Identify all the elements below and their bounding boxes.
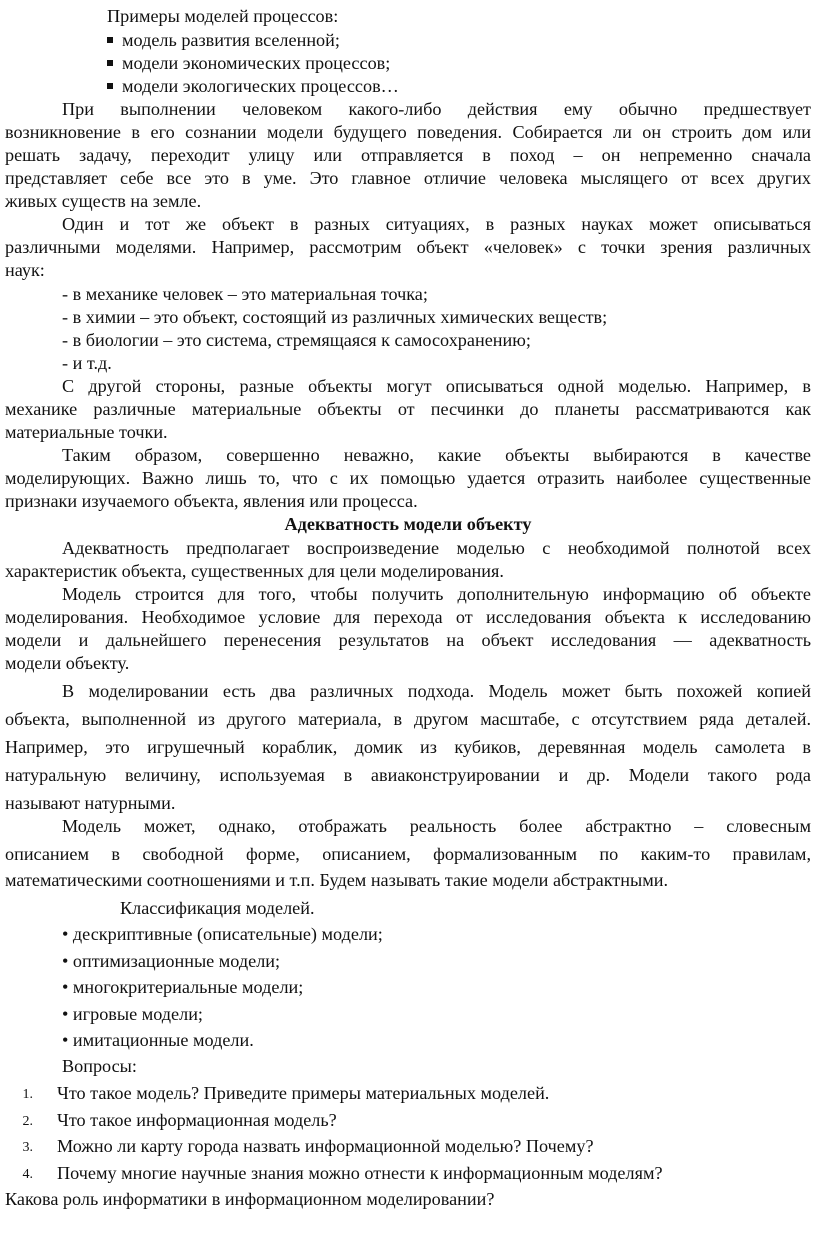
paragraph-line: возникновение в его сознании модели будущего поведения. Собирается ли он строить дом или — [5, 122, 811, 142]
paragraph-line: моделирующих. Важно лишь то, что с их помощью удается отразить наиболее существенные — [5, 468, 811, 488]
paragraph-line: Модель может, однако, отображать реальность более абстрактно – словесным — [62, 816, 811, 836]
question-number: 2. — [22, 1114, 33, 1129]
paragraph-line: математическими соотношениями и т.п. Будем называть такие модели абстрактными. — [5, 870, 668, 890]
sciences-item: - в биологии – это система, стремящаяся к самосохранению; — [62, 330, 531, 350]
paragraph-line: представляет себе все это в уме. Это главное отличие человека мыслящего от всех других — [5, 168, 811, 188]
question-text: Можно ли карту города назвать информационной моделью? Почему? — [57, 1136, 594, 1156]
question-number: 4. — [22, 1167, 33, 1182]
paragraph-line: описанием в свободной форме, описанием, формализованным по каким-то правилам, — [5, 844, 811, 864]
examples-item: модели экологических процессов… — [5, 75, 816, 97]
paragraph-line: объекта, выполненной из другого материала, в другом масштабе, с отсутствием ряда деталей. — [5, 709, 811, 729]
paragraph-line: натуральную величину, используемая в авиаконструировании и др. Модели такого рода — [5, 765, 811, 785]
paragraph-line: механике различные материальные объекты от песчинки до планеты рассматриваются как — [5, 399, 811, 419]
paragraph-line: различными моделями. Например, рассмотрим объект «человек» с точки зрения различных — [5, 237, 811, 257]
paragraph-line: Например, это игрушечный кораблик, домик из кубиков, деревянная модель самолета в — [5, 737, 811, 757]
question-number: 1. — [22, 1087, 33, 1102]
classification-heading: Классификация моделей. — [120, 898, 315, 918]
paragraph-line: Таким образом, совершенно неважно, какие объекты выбираются в качестве — [62, 445, 811, 465]
question-continuation: Какова роль информатики в информационном моделировании? — [5, 1189, 495, 1209]
sciences-item: - и т.д. — [62, 353, 112, 373]
sciences-item: - в химии – это объект, состоящий из различных химических веществ; — [62, 307, 608, 327]
examples-item: модели экономических процессов; — [5, 52, 816, 74]
paragraph-line: моделирования. Необходимое условие для перехода от исследования объекта к исследованию — [5, 607, 811, 627]
section-title: Адекватность модели объекту — [284, 514, 532, 534]
paragraph-line: В моделировании есть два различных подхода. Модель может быть похожей копией — [62, 681, 811, 701]
paragraph-line: живых существ на земле. — [5, 191, 202, 211]
sciences-item: - в механике человек – это материальная точка; — [62, 284, 428, 304]
paragraph-line: модели и дальнейшего перенесения результатов на объект исследования — адекватность — [5, 630, 811, 650]
classification-item: • оптимизационные модели; — [62, 951, 281, 971]
question-text: Что такое модель? Приведите примеры материальных моделей. — [57, 1083, 550, 1103]
paragraph-line: При выполнении человеком какого-либо действия ему обычно предшествует — [62, 99, 811, 119]
classification-item: • имитационные модели. — [62, 1030, 254, 1050]
examples-item: модель развития вселенной; — [5, 29, 816, 51]
paragraph-line: характеристик объекта, существенных для цели моделирования. — [5, 561, 504, 581]
paragraph-line: называют натурными. — [5, 793, 176, 813]
classification-item: • игровые модели; — [62, 1004, 203, 1024]
classification-item: • многокритериальные модели; — [62, 977, 304, 997]
paragraph-line: Модель строится для того, чтобы получить дополнительную информацию об объекте — [62, 584, 811, 604]
classification-item: • дескриптивные (описательные) модели; — [62, 924, 383, 944]
question-text: Почему многие научные знания можно отнести к информационным моделям? — [57, 1163, 663, 1183]
question-item — [0, 1109, 783, 1133]
paragraph-line: решать задачу, переходит улицу или отправляется в поход – он непременно сначала — [5, 145, 811, 165]
question-text: Что такое информационная модель? — [57, 1110, 337, 1130]
questions-heading: Вопросы: — [62, 1056, 137, 1076]
question-item — [0, 1162, 783, 1186]
question-item — [0, 1135, 783, 1159]
paragraph-line: признаки изучаемого объекта, явления или процесса. — [5, 491, 418, 511]
paragraph-line: модели объекту. — [5, 653, 130, 673]
question-item — [0, 1082, 783, 1106]
paragraph-line: С другой стороны, разные объекты могут описываться одной моделью. Например, в — [62, 376, 811, 396]
paragraph-line: Один и тот же объект в разных ситуациях, в разных науках может описываться — [62, 214, 811, 234]
paragraph-line: материальные точки. — [5, 422, 168, 442]
examples-heading: Примеры моделей процессов: — [107, 6, 339, 26]
paragraph-line: наук: — [5, 260, 45, 280]
question-number: 3. — [22, 1140, 33, 1155]
paragraph-line: Адекватность предполагает воспроизведение моделью с необходимой полнотой всех — [62, 538, 811, 558]
